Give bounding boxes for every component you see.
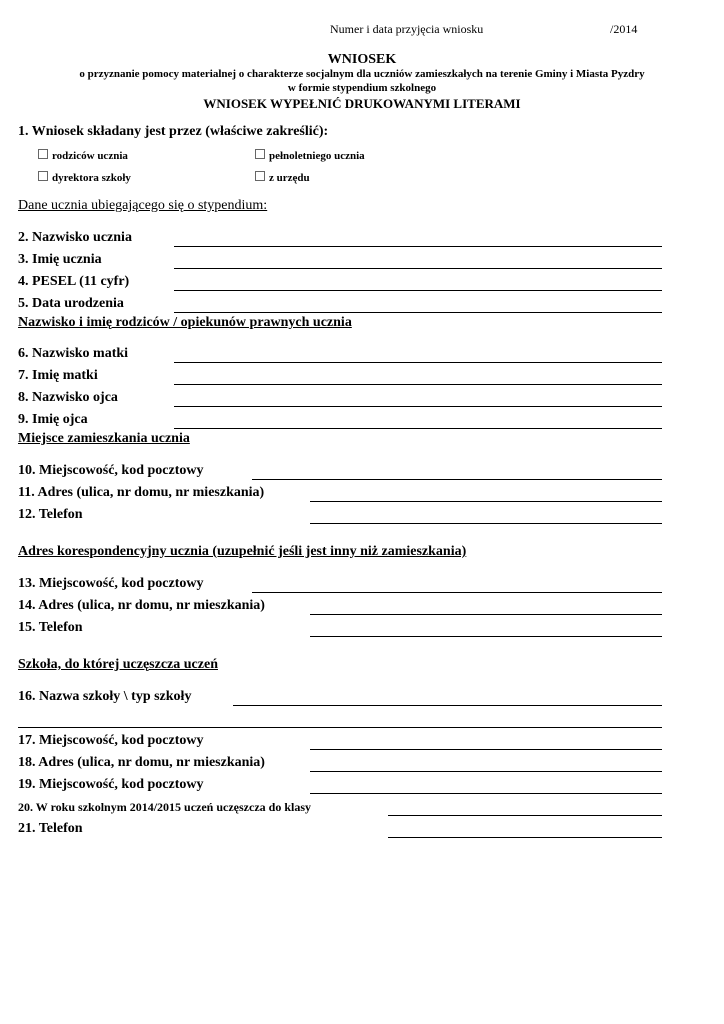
field-line-residence-phone[interactable] [310, 523, 662, 524]
field-line-birth-date[interactable] [174, 312, 662, 313]
receipt-number-label: Numer i data przyjęcia wniosku [330, 22, 484, 36]
field-label-residence-phone: 12. Telefon [18, 507, 83, 522]
form-subtitle-2: w formie stypendium szkolnego [287, 82, 437, 94]
field-label-student-surname: 2. Nazwisko ucznia [18, 230, 132, 245]
section-parents: Nazwisko i imię rodziców / opiekunów prawnych ucznia [18, 315, 352, 330]
field-line-school-address[interactable] [310, 771, 662, 772]
field-line-school-city[interactable] [310, 749, 662, 750]
section-residence: Miejsce zamieszkania ucznia [18, 431, 190, 446]
field-line-corr-phone[interactable] [310, 636, 662, 637]
field-label-mother-surname: 6. Nazwisko matki [18, 346, 129, 361]
field-label-school-city: 17. Miejscowość, kod pocztowy [18, 733, 204, 748]
field-label-pesel: 4. PESEL (11 cyfr) [18, 274, 130, 289]
field-line-residence-city[interactable] [252, 479, 662, 480]
field-line-father-name[interactable] [174, 428, 662, 429]
form-instruction: WNIOSEK WYPEŁNIĆ DRUKOWANYMI LITERAMI [203, 96, 521, 111]
option-ex-officio[interactable]: z urzędu [255, 171, 310, 184]
field-line-mother-name[interactable] [174, 384, 662, 385]
field-label-birth-date: 5. Data urodzenia [18, 296, 124, 311]
checkbox-icon[interactable] [255, 149, 265, 159]
q1-label: 1. Wniosek składany jest przez (właściwe zakreślić): [18, 124, 329, 139]
form-subtitle: o przyznanie pomocy materialnej o charakterze socjalnym dla uczniów zamieszkałych na terenie Gminy i Miasta Pyzdry [79, 68, 645, 80]
field-label-residence-city: 10. Miejscowość, kod pocztowy [18, 463, 204, 478]
field-line-father-surname[interactable] [174, 406, 662, 407]
field-line-student-name[interactable] [174, 268, 662, 269]
field-line-residence-address[interactable] [310, 501, 662, 502]
field-label-school-name: 16. Nazwa szkoły \ typ szkoły [18, 689, 192, 704]
section-correspondence: Adres korespondencyjny ucznia (uzupełnić jeśli jest inny niż zamieszkania) [18, 544, 467, 559]
field-label-class: 20. W roku szkolnym 2014/2015 uczeń uczęszcza do klasy [18, 800, 312, 814]
field-label-residence-address: 11. Adres (ulica, nr domu, nr mieszkania) [18, 485, 265, 500]
field-line-pesel[interactable] [174, 290, 662, 291]
field-label-student-name: 3. Imię ucznia [18, 252, 102, 267]
field-line-school-name-2[interactable] [18, 727, 662, 728]
field-label-mother-name: 7. Imię matki [18, 368, 98, 383]
option-parents[interactable]: rodziców ucznia [38, 149, 128, 162]
field-label-father-surname: 8. Nazwisko ojca [18, 390, 118, 405]
field-label-corr-city: 13. Miejscowość, kod pocztowy [18, 576, 204, 591]
option-school-director[interactable]: dyrektora szkoły [38, 171, 131, 184]
field-label-corr-phone: 15. Telefon [18, 620, 83, 635]
form-title: WNIOSEK [327, 52, 397, 67]
field-line-mother-surname[interactable] [174, 362, 662, 363]
field-label-father-name: 9. Imię ojca [18, 412, 88, 427]
field-label-school-address: 18. Adres (ulica, nr domu, nr mieszkania) [18, 755, 265, 770]
field-label-school-city-2: 19. Miejscowość, kod pocztowy [18, 777, 204, 792]
field-line-corr-address[interactable] [310, 614, 662, 615]
field-line-school-city-2[interactable] [310, 793, 662, 794]
checkbox-icon[interactable] [38, 171, 48, 181]
receipt-year: /2014 [610, 22, 638, 36]
field-line-class[interactable] [388, 815, 662, 816]
field-line-school-name[interactable] [233, 705, 662, 706]
field-label-school-phone: 21. Telefon [18, 821, 83, 836]
field-line-student-surname[interactable] [174, 246, 662, 247]
field-line-corr-city[interactable] [252, 592, 662, 593]
field-label-corr-address: 14. Adres (ulica, nr domu, nr mieszkania) [18, 598, 265, 613]
field-line-school-phone[interactable] [388, 837, 662, 838]
option-adult-student[interactable]: pełnoletniego ucznia [255, 149, 365, 162]
section-student: Dane ucznia ubiegającego się o stypendium: [18, 198, 268, 213]
checkbox-icon[interactable] [255, 171, 265, 181]
checkbox-icon[interactable] [38, 149, 48, 159]
section-school: Szkoła, do której uczęszcza uczeń [18, 657, 218, 672]
